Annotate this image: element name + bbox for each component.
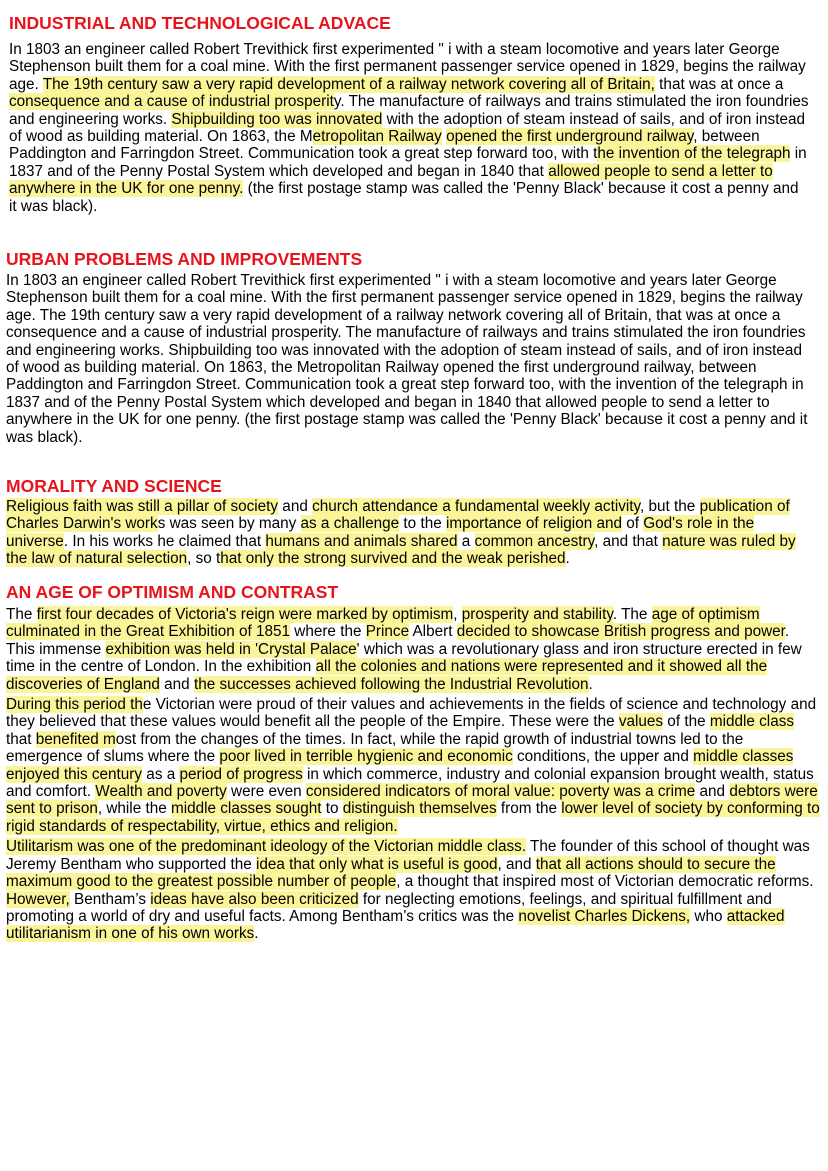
highlighted-text: lower level of society by conforming to rigid standards of respectability, virtue, ethics and religion. xyxy=(6,800,820,835)
highlighted-text: Shipbuilding too was innovated xyxy=(171,110,383,128)
text-run: ' which was a revolutionary glass and iron structure erected in few time in the centre of London. In the exhibition xyxy=(6,640,802,676)
highlighted-text: age of optimism culminated in the Great Exhibition of 1851 xyxy=(6,606,760,641)
text-run: Bentham’s xyxy=(69,890,151,908)
highlighted-text: the successes achieved following the Industrial Revolution xyxy=(193,675,589,693)
text-run: a xyxy=(457,532,475,550)
highlighted-text: Utilitarism was one of the predominant ideology of the Victorian middle class. xyxy=(6,838,527,856)
text-run: . xyxy=(254,925,259,943)
highlighted-text: novelist Charles Dickens, xyxy=(518,907,691,925)
highlighted-text: poor lived in terrible hygienic and economic xyxy=(219,748,513,766)
highlighted-text: attacked utilitarianism in one of his own works xyxy=(6,907,785,943)
text-run: in which commerce, industry and colonial expansion brought wealth, status and comfort. xyxy=(6,765,814,801)
highlighted-text: debtors were sent to prison xyxy=(6,783,818,818)
text-run: , while the xyxy=(97,800,171,818)
highlighted-text: etropolitan Railway xyxy=(312,128,442,146)
text-run: e Victorian were proud of their values and achievements in the fields of science and technology and they believed that these values would benefit all the people of the Empire. These were the xyxy=(6,696,817,731)
text-run: , between Paddington and Farringdon Street. Communication took a great step forward too, with t xyxy=(9,128,760,163)
text-run: , and that xyxy=(594,532,663,550)
text-run: , a thought that inspired most of Victorian democratic reforms. xyxy=(396,873,814,891)
highlighted-text: God's role in the universe xyxy=(6,515,755,550)
highlighted-text: he invention of the telegraph xyxy=(597,145,791,163)
section-paragraph xyxy=(6,498,818,568)
text-run: that was at once a xyxy=(654,75,784,93)
section-industrial-technological xyxy=(9,12,809,215)
text-run: Albert xyxy=(409,623,457,641)
highlighted-text: middle classes sought xyxy=(170,800,322,818)
text-run: . xyxy=(565,550,570,568)
text-run: from the xyxy=(496,800,562,818)
text-run: (the first postage stamp was called the 'Penny Black' because it cost a penny and it was black). xyxy=(9,180,799,215)
highlighted-text: decided to showcase British progress and power xyxy=(456,623,785,641)
section-age-of-optimism xyxy=(6,581,822,943)
section-paragraph xyxy=(6,696,822,835)
text-run: for neglecting emotions, feelings, and spiritual fulfillment and promoting a world of dry and useful facts. Among Bentham’s critics was the xyxy=(6,890,772,925)
highlighted-text: hat only the strong survived and the weak perished xyxy=(220,550,566,568)
highlighted-text: all the colonies and nations were represented and it showed all the discoveries of England xyxy=(6,658,768,693)
highlighted-text: middle classes enjoyed this century xyxy=(6,748,794,783)
highlighted-text: common ancestry xyxy=(474,532,595,550)
highlighted-text: importance of religion and xyxy=(445,515,622,533)
highlighted-text: middle class xyxy=(709,713,795,731)
section-heading: INDUSTRIAL AND TECHNOLOGICAL ADVACE xyxy=(9,13,391,33)
section-urban-problems xyxy=(6,248,814,446)
highlighted-text: ideas have also been criticized xyxy=(150,890,359,908)
highlighted-text: values xyxy=(618,713,664,731)
text-run: of xyxy=(622,515,644,533)
section-paragraph xyxy=(6,838,822,942)
text-run: where the xyxy=(290,623,366,641)
text-run: y. The manufacture of railways and trains stimulated the iron foundries and engineering works. xyxy=(9,93,809,128)
highlighted-text: period of progress xyxy=(179,765,303,783)
text-run: The founder of this school of thought was Jeremy Bentham who supported the xyxy=(6,838,810,873)
text-run: . This immense xyxy=(6,623,790,658)
text-run: , but the xyxy=(640,498,700,515)
highlighted-text: However, xyxy=(6,890,70,908)
highlighted-text: distinguish themselves xyxy=(342,800,497,818)
text-run: as a xyxy=(142,765,180,783)
highlighted-text: Religious faith was still a pillar of society xyxy=(6,498,279,515)
highlighted-text: During this period th xyxy=(6,696,143,714)
highlighted-text: benefited m xyxy=(35,730,116,748)
highlighted-text: Wealth and poverty xyxy=(95,783,227,801)
section-heading: MORALITY AND SCIENCE xyxy=(6,476,222,496)
highlighted-text: first four decades of Victoria's reign were marked by optimism xyxy=(36,606,454,623)
highlighted-text: Prince xyxy=(365,623,410,641)
text-run: , xyxy=(453,606,462,623)
highlighted-text: The 19th century saw a very rapid development of a railway network covering all of Britain, xyxy=(42,75,655,93)
highlighted-text: publication of Charles Darwin's work xyxy=(6,498,790,533)
section-heading: URBAN PROBLEMS AND IMPROVEMENTS xyxy=(6,249,363,269)
text-run: were even xyxy=(226,783,306,801)
highlighted-text: nature was ruled by the law of natural selection xyxy=(6,532,796,568)
text-run: , and xyxy=(497,855,536,873)
section-paragraph xyxy=(6,606,822,693)
text-run: of the xyxy=(663,713,710,731)
highlighted-text: opened the first underground railway xyxy=(446,128,694,146)
text-run: ost from the changes of the times. In fact, while the rapid growth of industrial towns led to the emergence of slums where the xyxy=(6,730,744,766)
highlighted-text: that all actions should to secure the maximum good to the greatest possible number of people xyxy=(6,855,776,891)
section-heading: AN AGE OF OPTIMISM AND CONTRAST xyxy=(6,582,339,602)
text-run: The xyxy=(6,606,37,623)
highlighted-text: exhibition was held in 'Crystal Palace xyxy=(105,640,357,658)
text-run: and xyxy=(278,498,313,515)
text-run: in 1837 and of the Penny Postal System which developed and began in 1840 that xyxy=(9,145,807,180)
section-paragraph xyxy=(6,272,814,446)
text-run: , so t xyxy=(187,550,221,568)
highlighted-text: as a challenge xyxy=(300,515,400,533)
highlighted-text: considered indicators of moral value: poverty was a crime xyxy=(305,783,696,801)
text-run: . xyxy=(588,675,593,693)
text-run: In 1803 an engineer called Robert Trevithick first experimented " i with a steam locomotive and years later George Stephenson built them for a coal mine. With the first permanent passenger service opened in 1829, begins the railway age. The 19th century saw a very rapid development of a railway network covering all of Britain, that was at once a consequence and a cause of industrial prosperity. The manufacture of railways and trains stimulated the iron foundries and engineering works. Shipbuilding too was innovated with the adoption of steam instead of sails, and of iron instead of wood as building material. On 1863, the Metropolitan Railway opened the first underground railway, between Paddington and Farringdon Street. Communication took a great step forward too, with the invention of the telegraph in 1837 and of the Penny Postal System which developed and began in 1840 that allowed people to send a letter to anywhere in the UK for one penny. (the first postage stamp was called the 'Penny Black' because it cost a penny and it was black). xyxy=(6,272,808,446)
text-run: . In his works he claimed that xyxy=(63,532,266,550)
text-run: In 1803 an engineer called Robert Trevithick first experimented " i with a steam locomotive and years later George Stephenson built them for a coal mine. With the first permanent passenger service opened in 1829, begins the railway age. xyxy=(9,41,806,93)
text-run: to the xyxy=(399,515,446,533)
text-run: and xyxy=(695,783,730,801)
text-run: and xyxy=(159,675,194,693)
text-run: who xyxy=(690,907,727,925)
highlighted-text: idea that only what is useful is good xyxy=(256,855,498,873)
highlighted-text: humans and animals shared xyxy=(265,532,458,550)
section-paragraph xyxy=(9,41,809,215)
highlighted-text: allowed people to send a letter to anywhere in the UK for one penny. xyxy=(9,162,773,198)
section-morality-science xyxy=(6,475,818,568)
highlighted-text: consequence and a cause of industrial prosperit xyxy=(9,93,334,111)
text-run: with the adoption of steam instead of sails, and of iron instead of wood as building material. On 1863, the M xyxy=(9,110,805,146)
text-run: to xyxy=(321,800,343,818)
text-run: s was seen by many xyxy=(157,515,301,533)
text-run: . The xyxy=(612,606,652,623)
highlighted-text: church attendance a fundamental weekly activity xyxy=(312,498,641,515)
text-run: conditions, the upper and xyxy=(512,748,694,766)
text-run: that xyxy=(6,730,36,748)
highlighted-text: prosperity and stability xyxy=(461,606,613,623)
